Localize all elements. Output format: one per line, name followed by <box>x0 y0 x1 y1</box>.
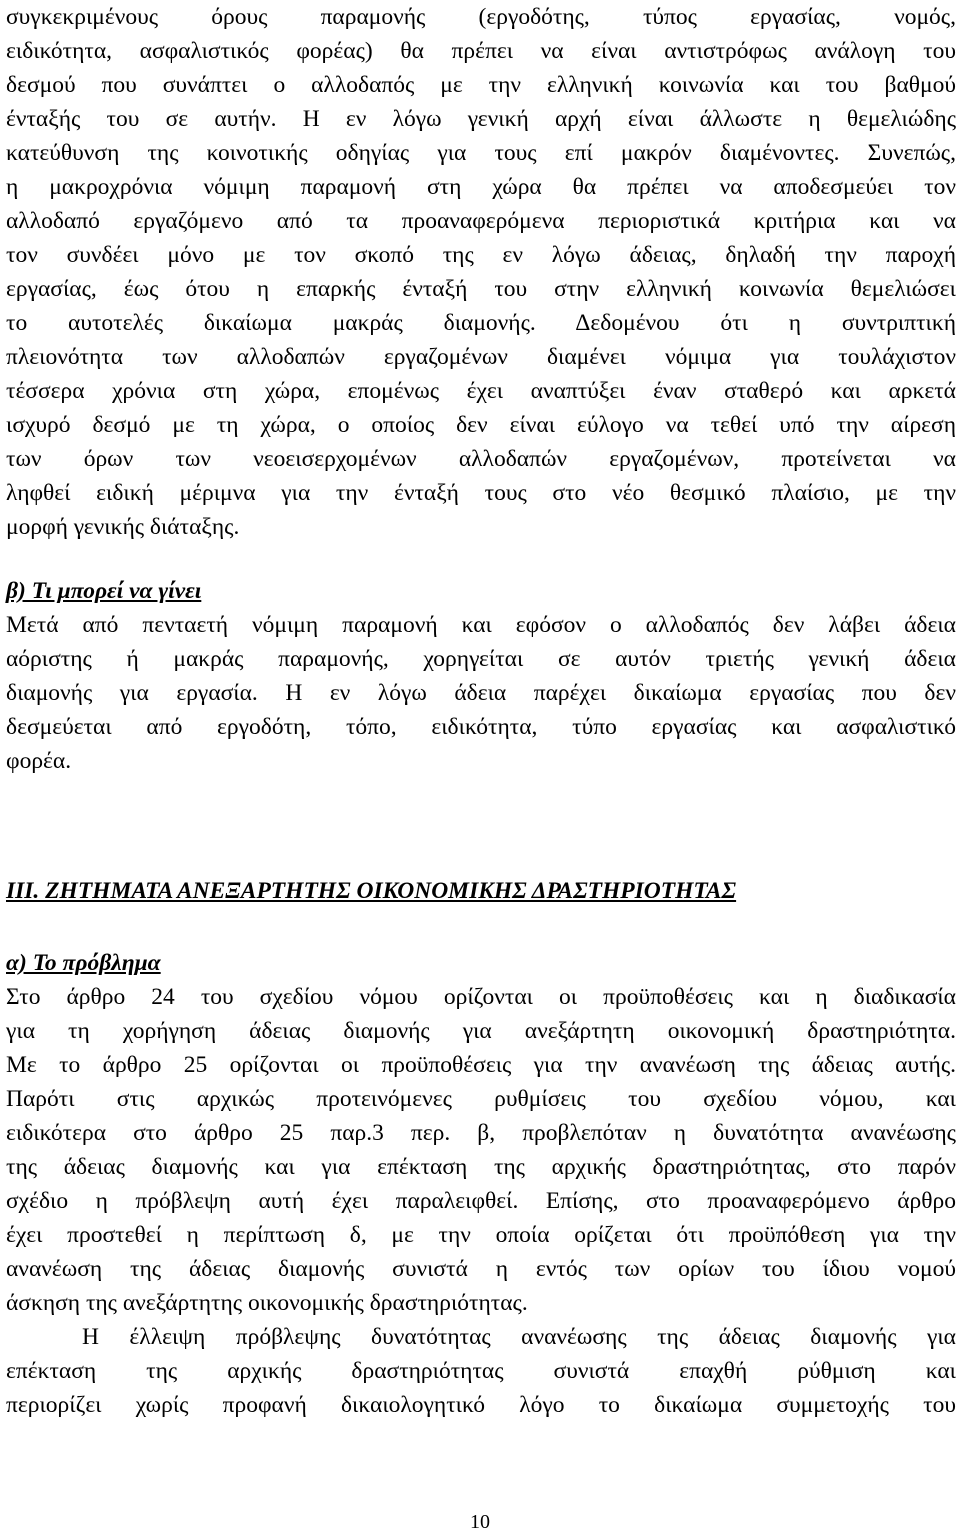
body-text-line: των όρων των νεοεισερχομένων αλλοδαπών εργαζομένων, προτείνεται να <box>6 446 956 472</box>
body-text-line: η μακροχρόνια νόμιμη παραμονή στη χώρα θα πρέπει να αποδεσμεύει τον <box>6 174 956 200</box>
body-text-line: Στο άρθρο 24 του σχεδίου νόμου ορίζονται οι προϋποθέσεις και η διαδικασία <box>6 984 956 1010</box>
body-text-line: δεσμού που συνάπτει ο αλλοδαπός με την ελληνική κοινωνία και του βαθμού <box>6 72 956 98</box>
body-text-line: Με το άρθρο 25 ορίζονται οι προϋποθέσεις για την ανανέωση της άδειας αυτής. <box>6 1052 956 1078</box>
body-text-line: σχέδιο η πρόβλεψη αυτή έχει παραλειφθεί. Επίσης, στο προαναφερόμενο άρθρο <box>6 1188 956 1214</box>
body-text-line: εργασίας, έως ότου η επαρκής ένταξή του στην ελληνική κοινωνία θεμελιώσει <box>6 276 956 302</box>
body-text-line: τον συνδέει μόνο με τον σκοπό της εν λόγω άδειας, δηλαδή την παροχή <box>6 242 956 268</box>
page-number: 10 <box>470 1511 490 1533</box>
body-text-line: αόριστης ή μακράς παραμονής, χορηγείται σε αυτόν τριετής γενική άδεια <box>6 646 956 672</box>
body-text-line: Μετά από πενταετή νόμιμη παραμονή και εφόσον ο αλλοδαπός δεν λάβει άδεια <box>6 612 956 638</box>
body-text-line: φορέα. <box>6 748 72 774</box>
body-text-line: κατεύθυνση της κοινοτικής οδηγίας για τους επί μακρόν διαμένοντες. Συνεπώς, <box>6 140 956 166</box>
body-text-line: περιορίζει χωρίς προφανή δικαιολογητικό λόγο το δικαίωμα συμμετοχής του <box>6 1392 956 1418</box>
body-text-line: της άδειας διαμονής και για επέκταση της αρχικής δραστηριότητας, στο παρόν <box>6 1154 956 1180</box>
section-heading: ΙΙΙ. ΖΗΤΗΜΑΤΑ ΑΝΕΞΑΡΤΗΤΗΣ ΟΙΚΟΝΟΜΙΚΗΣ ΔΡΑΣΤΗΡΙΟΤΗΤΑΣ <box>6 878 737 904</box>
body-text-line: Παρότι στις αρχικώς προτεινόμενες ρυθμίσεις του σχεδίου νόμου, και <box>6 1086 956 1112</box>
body-text-line: ειδικότητα, ασφαλιστικός φορέας) θα πρέπει να είναι αντιστρόφως ανάλογη του <box>6 38 956 64</box>
body-text-line: άσκηση της ανεξάρτητης οικονομικής δραστηριότητας. <box>6 1290 528 1316</box>
body-text-line: ειδικότερα στο άρθρο 25 παρ.3 περ. β, προβλεπόταν η δυνατότητα ανανέωσης <box>6 1120 956 1146</box>
body-text-line: έχει προστεθεί η περίπτωση δ, με την οποία ορίζεται ότι προϋπόθεση για την <box>6 1222 956 1248</box>
body-text-line: ένταξής του σε αυτήν. Η εν λόγω γενική αρχή είναι άλλωστε η θεμελιώδης <box>6 106 956 132</box>
body-text-line: δεσμεύεται από εργοδότη, τόπο, ειδικότητα, τύπο εργασίας και ασφαλιστικό <box>6 714 956 740</box>
body-text-line: ισχυρό δεσμό με τη χώρα, ο οποίος δεν είναι εύλογο να τεθεί υπό την αίρεση <box>6 412 956 438</box>
body-text-line: ανανέωση της άδειας διαμονής συνιστά η εντός των ορίων του ίδιου νομού <box>6 1256 956 1282</box>
body-text-line: διαμονής για εργασία. Η εν λόγω άδεια παρέχει δικαίωμα εργασίας που δεν <box>6 680 956 706</box>
body-text-line: Η έλλειψη πρόβλεψης δυνατότητας ανανέωσης της άδειας διαμονής για <box>82 1324 956 1350</box>
subheading-the-problem: α) Το πρόβλημα <box>6 950 161 976</box>
body-text-line: για τη χορήγηση άδειας διαμονής για ανεξάρτητη οικονομική δραστηριότητα. <box>6 1018 956 1044</box>
subheading-what-can-be-done: β) Τι μπορεί να γίνει <box>6 578 202 604</box>
body-text-line: αλλοδαπό εργαζόμενο από τα προαναφερόμενα περιοριστικά κριτήρια και να <box>6 208 956 234</box>
body-text-line: συγκεκριμένους όρους παραμονής (εργοδότης, τύπος εργασίας, νομός, <box>6 4 956 30</box>
body-text-line: μορφή γενικής διάταξης. <box>6 514 240 540</box>
body-text-line: επέκταση της αρχικής δραστηριότητας συνιστά επαχθή ρύθμιση και <box>6 1358 956 1384</box>
body-text-line: πλειονότητα των αλλοδαπών εργαζομένων διαμένει νόμιμα για τουλάχιστον <box>6 344 956 370</box>
body-text-line: ληφθεί ειδική μέριμνα για την ένταξή τους στο νέο θεσμικό πλαίσιο, με την <box>6 480 956 506</box>
body-text-line: τέσσερα χρόνια στη χώρα, επομένως έχει αναπτύξει έναν σταθερό και αρκετά <box>6 378 956 404</box>
body-text-line: το αυτοτελές δικαίωμα μακράς διαμονής. Δεδομένου ότι η συντριπτική <box>6 310 956 336</box>
